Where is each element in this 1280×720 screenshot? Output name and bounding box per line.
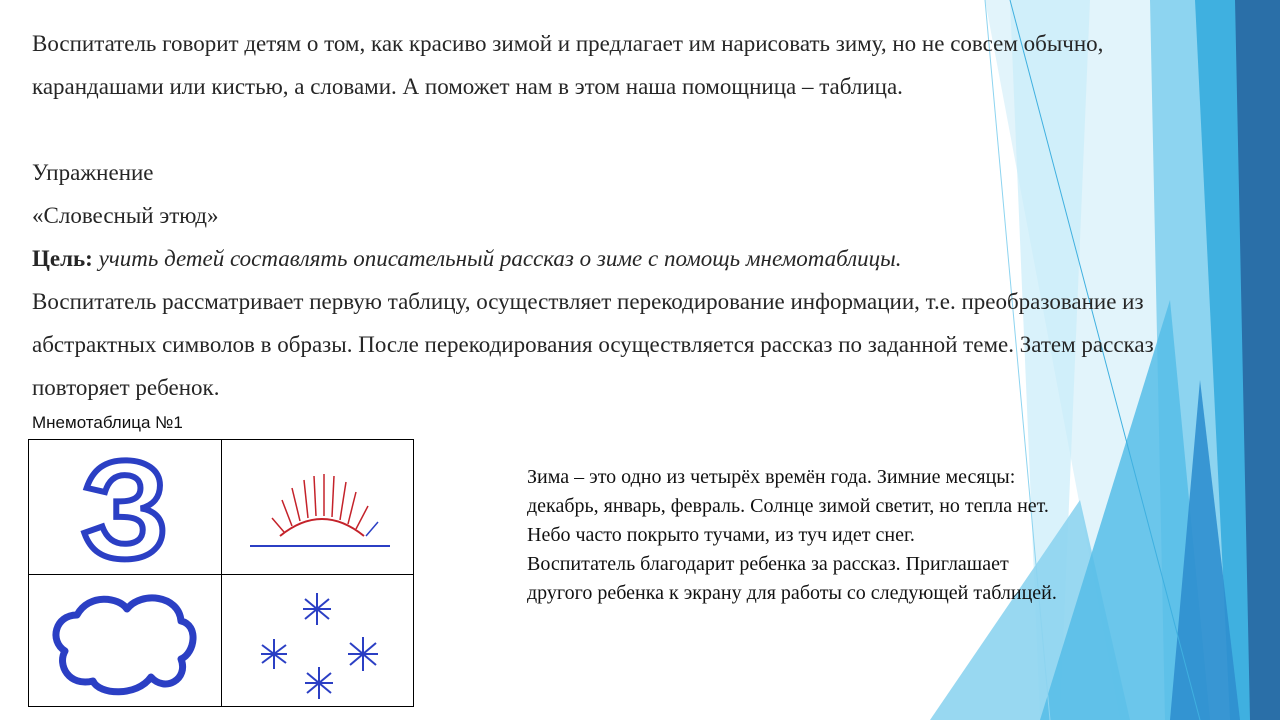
procedure-paragraph — [32, 280, 1182, 409]
story-line: Зима – это одно из четырёх времён года. Зимние месяцы: — [527, 466, 1016, 488]
story-text — [527, 463, 1247, 608]
story-line: декабрь, январь, февраль. Солнце зимой светит, но тепла нет. — [527, 495, 1049, 517]
story-line: Воспитатель благодарит ребенка за рассказ. Приглашает — [527, 553, 1009, 575]
snowflake-icon — [303, 593, 331, 625]
letter-z-icon: З — [81, 440, 169, 574]
story-line: другого ребенка к экрану для работы со следующей таблицей. — [527, 582, 1057, 604]
snowflake-icon — [348, 637, 378, 671]
goal-line — [32, 237, 1182, 280]
exercise-name — [32, 194, 1182, 237]
mnemonic-table — [28, 439, 414, 707]
story-line: Небо часто покрыто тучами, из туч идет снег. — [527, 524, 915, 546]
procedure-text: Воспитатель рассматривает первую таблицу, осуществляет перекодирование информации, т.е. преобразование из абстрактных символов в образы. После перекодирования осуществляется рассказ по заданной теме. Затем рассказ повторяет ребенок. — [32, 289, 1154, 400]
table-caption: Мнемотаблица №1 — [32, 413, 183, 432]
intro-paragraph — [32, 22, 1182, 108]
cell-snow — [221, 574, 414, 707]
cloud-icon — [29, 575, 221, 706]
cell-cloud — [28, 574, 222, 707]
snowflake-icon — [305, 667, 333, 699]
snowflakes-icon — [222, 575, 413, 706]
letter-drawing — [29, 440, 221, 574]
intro-text: Воспитатель говорит детям о том, как красиво зимой и предлагает им нарисовать зиму, но не совсем обычно, карандашами или кистью, а словами. А поможет нам в этом наша помощница – таблица. — [32, 31, 1104, 99]
goal-label: Цель: — [32, 246, 93, 271]
cell-sun — [221, 439, 414, 575]
snowflake-icon — [261, 639, 287, 669]
exercise-label — [32, 151, 1182, 194]
sun-icon — [222, 440, 413, 574]
exercise-label-text: Упражнение — [32, 160, 154, 185]
exercise-name-text: «Словесный этюд» — [32, 203, 219, 228]
cell-letter — [28, 439, 222, 575]
goal-text: учить детей составлять описательный рассказ о зиме с помощь мнемотаблицы. — [98, 246, 902, 271]
